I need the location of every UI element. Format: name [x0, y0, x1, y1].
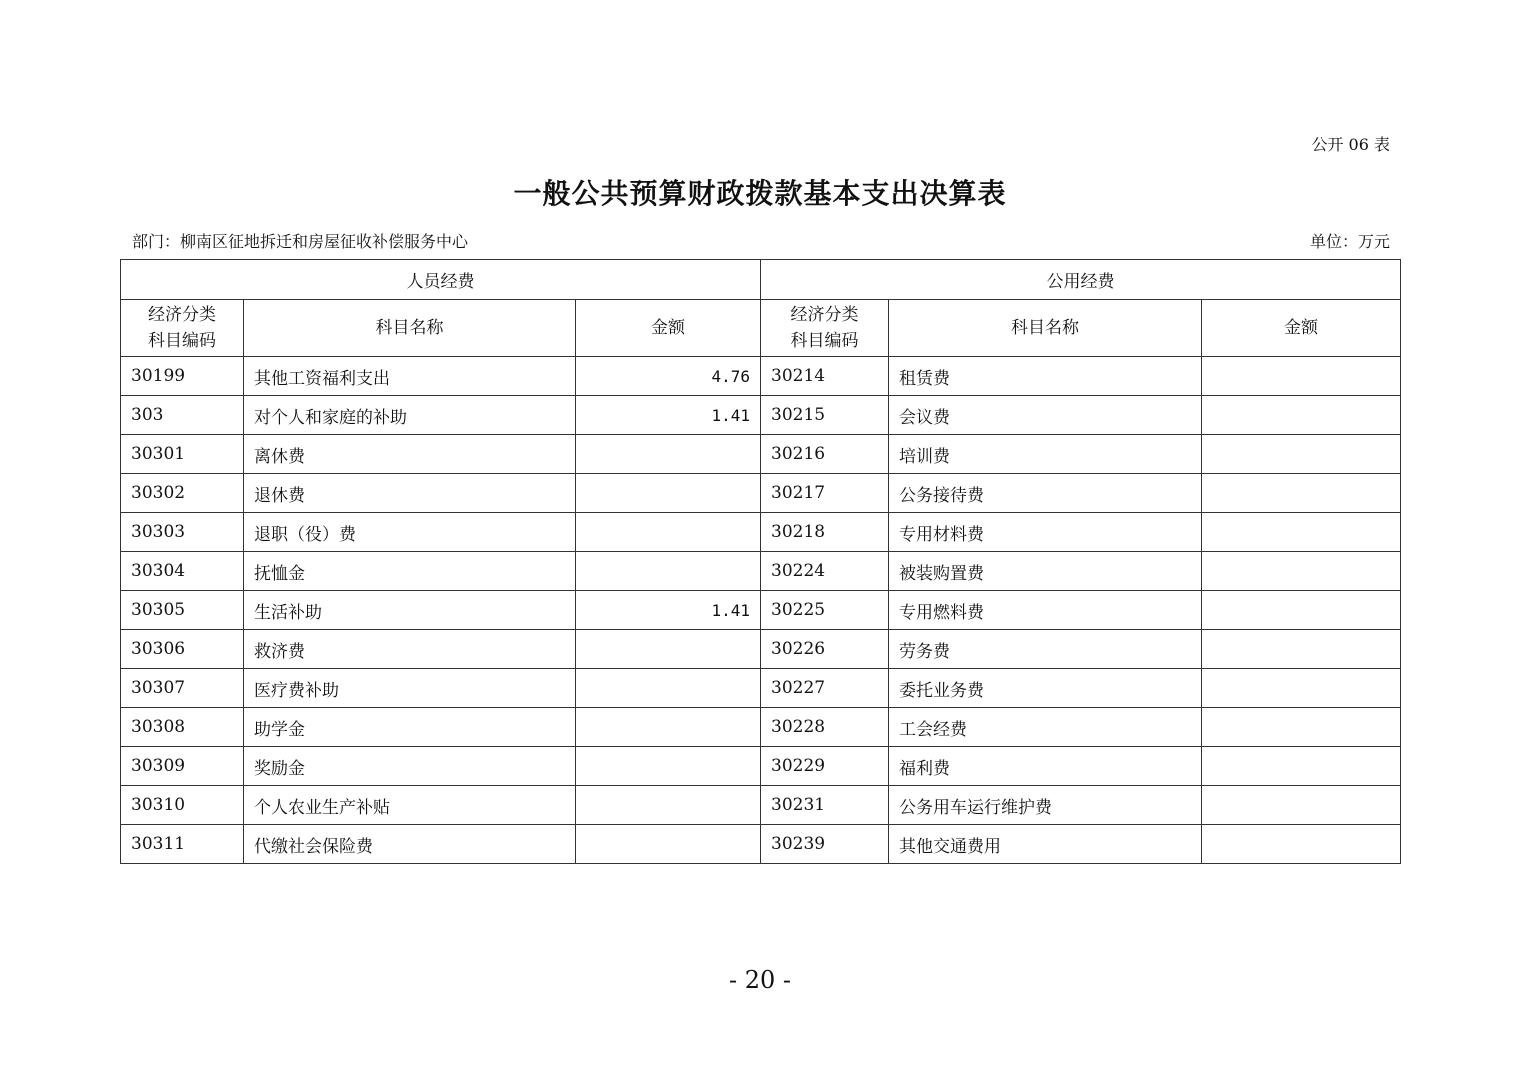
- group-header-row: [121, 260, 1401, 300]
- public-amount-cell: [1202, 513, 1401, 552]
- public-name-cell: 公务接待费: [889, 474, 1202, 513]
- public-code-cell: 30218: [761, 513, 889, 552]
- table-row: [121, 669, 1401, 708]
- personnel-amount-cell: [576, 630, 761, 669]
- public-name-cell: 其他交通费用: [889, 825, 1202, 864]
- table-row: [121, 435, 1401, 474]
- personnel-name-cell: 退职（役）费: [244, 513, 576, 552]
- table-row: [121, 708, 1401, 747]
- public-name-cell: 专用材料费: [889, 513, 1202, 552]
- personnel-amount-cell: [576, 825, 761, 864]
- public-code-cell: 30226: [761, 630, 889, 669]
- table-row: [121, 396, 1401, 435]
- public-name-cell: 福利费: [889, 747, 1202, 786]
- public-name-cell: 公务用车运行维护费: [889, 786, 1202, 825]
- table-row: [121, 747, 1401, 786]
- table-row: [121, 474, 1401, 513]
- public-name-cell: 专用燃料费: [889, 591, 1202, 630]
- table-row: [121, 357, 1401, 396]
- personnel-name-cell: 代缴社会保险费: [244, 825, 576, 864]
- personnel-code-cell: 30302: [121, 474, 244, 513]
- personnel-code-cell: 30309: [121, 747, 244, 786]
- personnel-name-cell: 退休费: [244, 474, 576, 513]
- personnel-amount-cell: [576, 669, 761, 708]
- table-row: [121, 786, 1401, 825]
- public-code-cell: 30239: [761, 825, 889, 864]
- public-code-header: 经济分类 科目编码: [761, 300, 889, 357]
- public-name-cell: 会议费: [889, 396, 1202, 435]
- public-code-cell: 30214: [761, 357, 889, 396]
- public-name-cell: 委托业务费: [889, 669, 1202, 708]
- personnel-name-cell: 对个人和家庭的补助: [244, 396, 576, 435]
- personnel-amount-cell: 1.41: [576, 396, 761, 435]
- public-name-header: 科目名称: [889, 300, 1202, 357]
- public-amount-cell: [1202, 669, 1401, 708]
- personnel-code-cell: 30304: [121, 552, 244, 591]
- personnel-name-cell: 其他工资福利支出: [244, 357, 576, 396]
- personnel-name-header: 科目名称: [244, 300, 576, 357]
- public-code-cell: 30217: [761, 474, 889, 513]
- group-public-header: 公用经费: [761, 260, 1401, 300]
- page-title: 一般公共预算财政拨款基本支出决算表: [513, 177, 1007, 210]
- personnel-code-cell: 303: [121, 396, 244, 435]
- public-name-cell: 工会经费: [889, 708, 1202, 747]
- personnel-code-cell: 30199: [121, 357, 244, 396]
- personnel-amount-cell: 4.76: [576, 357, 761, 396]
- public-amount-cell: [1202, 357, 1401, 396]
- personnel-name-cell: 助学金: [244, 708, 576, 747]
- personnel-name-cell: 医疗费补助: [244, 669, 576, 708]
- personnel-name-cell: 救济费: [244, 630, 576, 669]
- public-amount-cell: [1202, 591, 1401, 630]
- personnel-name-cell: 抚恤金: [244, 552, 576, 591]
- public-amount-cell: [1202, 708, 1401, 747]
- table-row: [121, 552, 1401, 591]
- public-name-cell: 租赁费: [889, 357, 1202, 396]
- personnel-code-cell: 30308: [121, 708, 244, 747]
- personnel-amount-cell: [576, 786, 761, 825]
- personnel-name-cell: 离休费: [244, 435, 576, 474]
- public-code-cell: 30215: [761, 396, 889, 435]
- department-label: 部门：柳南区征地拆迁和房屋征收补偿服务中心: [132, 232, 469, 251]
- group-personnel-header: 人员经费: [121, 260, 761, 300]
- table-code: 公开 06 表: [1311, 135, 1390, 154]
- public-name-cell: 培训费: [889, 435, 1202, 474]
- public-code-cell: 30231: [761, 786, 889, 825]
- personnel-amount-cell: [576, 747, 761, 786]
- public-amount-cell: [1202, 396, 1401, 435]
- personnel-amount-cell: [576, 474, 761, 513]
- public-amount-header: 金额: [1202, 300, 1401, 357]
- personnel-name-cell: 生活补助: [244, 591, 576, 630]
- personnel-amount-cell: [576, 435, 761, 474]
- personnel-amount-cell: [576, 708, 761, 747]
- public-amount-cell: [1202, 474, 1401, 513]
- table-row: [121, 825, 1401, 864]
- public-amount-cell: [1202, 435, 1401, 474]
- table-row: [121, 513, 1401, 552]
- public-code-cell: 30227: [761, 669, 889, 708]
- personnel-code-cell: 30306: [121, 630, 244, 669]
- public-code-cell: 30224: [761, 552, 889, 591]
- public-amount-cell: [1202, 552, 1401, 591]
- public-code-cell: 30229: [761, 747, 889, 786]
- public-code-cell: 30225: [761, 591, 889, 630]
- personnel-code-cell: 30305: [121, 591, 244, 630]
- public-amount-cell: [1202, 825, 1401, 864]
- personnel-code-cell: 30303: [121, 513, 244, 552]
- personnel-amount-header: 金额: [576, 300, 761, 357]
- page-number: - 20 -: [728, 966, 791, 994]
- personnel-code-cell: 30310: [121, 786, 244, 825]
- table-row: [121, 630, 1401, 669]
- personnel-code-header: 经济分类 科目编码: [121, 300, 244, 357]
- personnel-name-cell: 奖励金: [244, 747, 576, 786]
- personnel-code-cell: 30301: [121, 435, 244, 474]
- personnel-name-cell: 个人农业生产补贴: [244, 786, 576, 825]
- public-code-cell: 30216: [761, 435, 889, 474]
- personnel-amount-cell: [576, 513, 761, 552]
- public-amount-cell: [1202, 747, 1401, 786]
- public-amount-cell: [1202, 786, 1401, 825]
- public-name-cell: 被装购置费: [889, 552, 1202, 591]
- public-name-cell: 劳务费: [889, 630, 1202, 669]
- personnel-amount-cell: [576, 552, 761, 591]
- budget-table: [120, 259, 1401, 864]
- personnel-amount-cell: 1.41: [576, 591, 761, 630]
- public-amount-cell: [1202, 630, 1401, 669]
- table-row: [121, 591, 1401, 630]
- column-header-row: [121, 300, 1401, 357]
- unit-label: 单位：万元: [1309, 232, 1390, 251]
- personnel-code-cell: 30307: [121, 669, 244, 708]
- public-code-cell: 30228: [761, 708, 889, 747]
- personnel-code-cell: 30311: [121, 825, 244, 864]
